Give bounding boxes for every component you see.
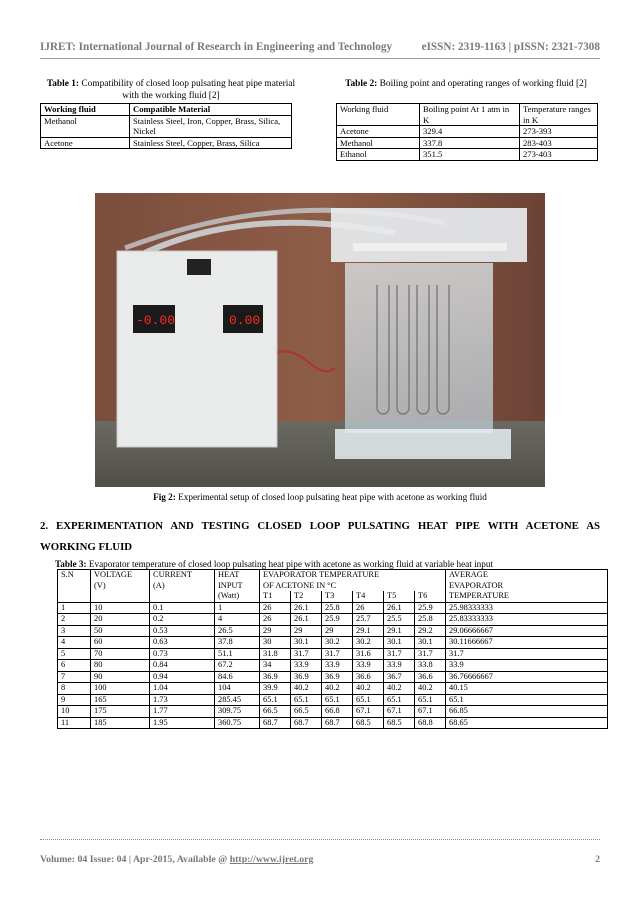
table-cell: 4 [58, 637, 91, 649]
voltage-header: VOLTAGE [94, 570, 133, 579]
table-cell: Methanol [337, 137, 420, 149]
table-row [41, 115, 292, 137]
table-cell: 0.53 [150, 625, 215, 637]
table-cell: 80 [91, 660, 150, 672]
table-row [58, 637, 608, 649]
table-cell: 1.77 [150, 706, 215, 718]
table-cell: 26 [353, 602, 384, 614]
table-cell: 337.8 [420, 137, 520, 149]
avg-header-2: EVAPORATOR [449, 580, 504, 590]
table-row [58, 614, 608, 626]
table-cell: 33.9 [353, 660, 384, 672]
table-cell: 25.8 [322, 602, 353, 614]
table-cell: 30.11666667 [446, 637, 608, 649]
table3-body [58, 602, 608, 729]
table-cell: 30 [260, 637, 291, 649]
table-cell: Ethanol [337, 149, 420, 161]
table-cell: 68.7 [291, 717, 322, 729]
heat-header-2: INPUT [218, 580, 243, 590]
table-cell: 33.9 [446, 660, 608, 672]
table2-header: Boiling point At 1 atm in K [420, 104, 520, 126]
table-row [337, 137, 598, 149]
table-cell: 1.73 [150, 694, 215, 706]
evap-header-2: OF ACETONE IN °C [263, 580, 337, 590]
table-cell: 1.95 [150, 717, 215, 729]
table-cell: 40.15 [446, 683, 608, 695]
table1-header: Working fluid [41, 104, 130, 116]
t-header: T6 [415, 591, 446, 602]
table3 [57, 569, 608, 729]
figure-caption-text: Experimental setup of closed loop pulsating heat pipe with acetone as working fluid [178, 492, 487, 502]
table-cell: 29.06666667 [446, 625, 608, 637]
table-cell: 30.1 [291, 637, 322, 649]
table3-header [91, 570, 150, 603]
table-cell: 25.83333333 [446, 614, 608, 626]
table1-header-row [41, 104, 292, 116]
table-cell: 36.9 [322, 671, 353, 683]
table-cell: 26 [260, 602, 291, 614]
table-cell: 10 [91, 602, 150, 614]
table-cell: 30.2 [322, 637, 353, 649]
table-cell: 65.1 [446, 694, 608, 706]
journal-name: IJRET: International Journal of Research in Engineering and Technology [40, 41, 393, 53]
table-cell: 30.1 [384, 637, 415, 649]
t-header: T1 [260, 591, 291, 602]
table-cell: 329.4 [420, 126, 520, 138]
table-row [58, 660, 608, 672]
table-cell: 67.1 [415, 706, 446, 718]
current-unit: (A) [153, 580, 165, 590]
table-row [58, 602, 608, 614]
table-cell: 39.9 [260, 683, 291, 695]
table-cell: 20 [91, 614, 150, 626]
table-cell: Acetone [41, 137, 130, 149]
table2-label: Table 2: [345, 79, 378, 89]
table-cell: 29.1 [353, 625, 384, 637]
table-cell: 90 [91, 671, 150, 683]
footer-text: Volume: 04 Issue: 04 | Apr-2015, Available @ [40, 854, 230, 865]
table-cell: 68.7 [322, 717, 353, 729]
figure-caption [40, 492, 600, 502]
table-cell: 67.1 [353, 706, 384, 718]
table-cell: 26.1 [291, 602, 322, 614]
table-cell: 65.1 [384, 694, 415, 706]
table-row [58, 717, 608, 729]
table1-label: Table 1: [46, 79, 80, 89]
table-cell: 273-393 [520, 126, 598, 138]
table-row [337, 126, 598, 138]
table3-header [215, 570, 260, 603]
table-cell: 68.5 [353, 717, 384, 729]
table-cell: 60 [91, 637, 150, 649]
table-cell: 104 [215, 683, 260, 695]
table-cell: 68.8 [415, 717, 446, 729]
table-cell: 1 [58, 602, 91, 614]
table-cell: 65.1 [260, 694, 291, 706]
table-cell: 3 [58, 625, 91, 637]
table-cell: 31.8 [260, 648, 291, 660]
table-cell: 67.1 [384, 706, 415, 718]
header-rule [40, 58, 600, 59]
section-heading: 2. EXPERIMENTATION AND TESTING CLOSED LOOP PULSATING HEAT PIPE WITH ACETONE AS WORKING FLUID [40, 520, 600, 553]
table-cell: 0.1 [150, 602, 215, 614]
table-cell: 31.7 [446, 648, 608, 660]
table-cell: 273-403 [520, 149, 598, 161]
table-cell: 36.7 [384, 671, 415, 683]
table-cell: 25.98333333 [446, 602, 608, 614]
table-cell: 29 [260, 625, 291, 637]
table3-caption [55, 559, 493, 569]
table-cell: 0.2 [150, 614, 215, 626]
table3-header: S.N [58, 570, 91, 603]
table-cell: 10 [58, 706, 91, 718]
table-row [58, 671, 608, 683]
table-cell: 26.5 [215, 625, 260, 637]
table-row [58, 694, 608, 706]
table-cell: 26.1 [384, 602, 415, 614]
t-header: T4 [353, 591, 384, 602]
table2-header-row [337, 104, 598, 126]
figure-label: Fig 2: [153, 492, 176, 502]
table-cell: 66.8 [322, 706, 353, 718]
table-cell: 360.75 [215, 717, 260, 729]
table-cell: 1.04 [150, 683, 215, 695]
table-cell: 8 [58, 683, 91, 695]
table-cell: 68.65 [446, 717, 608, 729]
table-cell: 30.2 [353, 637, 384, 649]
table-cell: 66.5 [260, 706, 291, 718]
table-cell: 30.1 [415, 637, 446, 649]
table-cell: 29.2 [415, 625, 446, 637]
table-cell: 65.1 [415, 694, 446, 706]
table-row [337, 149, 598, 161]
table-cell: 40.2 [353, 683, 384, 695]
table-cell: 37.8 [215, 637, 260, 649]
current-header: CURRENT [153, 570, 193, 579]
table-cell: 31.7 [291, 648, 322, 660]
t-header: T3 [322, 591, 353, 602]
table-cell: 40.2 [322, 683, 353, 695]
table-cell: 65.1 [322, 694, 353, 706]
table-cell: 33.9 [384, 660, 415, 672]
journal-link[interactable]: http://www.ijret.org [229, 854, 314, 865]
table2-caption-text: Boiling point and operating ranges of working fluid [2] [379, 79, 587, 89]
footer-volume [40, 854, 313, 865]
table-cell: 70 [91, 648, 150, 660]
table-cell: Methanol [41, 115, 130, 137]
table3-header [446, 570, 608, 603]
table-cell: 9 [58, 694, 91, 706]
table-cell: 0.84 [150, 660, 215, 672]
table-cell: 40.2 [384, 683, 415, 695]
table-cell: 29 [322, 625, 353, 637]
table-row [58, 648, 608, 660]
table-cell: 1 [215, 602, 260, 614]
table-cell: 36.6 [415, 671, 446, 683]
table-cell: 36.9 [260, 671, 291, 683]
table-cell: 6 [58, 660, 91, 672]
table-cell: 66.5 [291, 706, 322, 718]
table-cell: 0.73 [150, 648, 215, 660]
table-cell: 65.1 [291, 694, 322, 706]
evap-header-1: EVAPORATOR TEMPERATURE [263, 570, 380, 579]
page-number: 2 [595, 854, 600, 865]
table-cell: Stainless Steel, Iron, Copper, Brass, Silica, Nickel [130, 115, 292, 137]
table-cell: 40.2 [415, 683, 446, 695]
footer-rule [40, 839, 600, 840]
avg-header-3: TEMPERATURE [449, 591, 510, 600]
table-cell: 0.94 [150, 671, 215, 683]
table-cell: 165 [91, 694, 150, 706]
table-cell: Stainless Steel, Copper, Brass, Silica [130, 137, 292, 149]
table-cell: 351.5 [420, 149, 520, 161]
table-row [58, 706, 608, 718]
table-cell: 51.1 [215, 648, 260, 660]
experimental-setup-photo [95, 193, 545, 487]
right-display-readout: 0.00 [229, 313, 261, 328]
avg-header-1: AVERAGE [449, 570, 488, 579]
table-cell: 7 [58, 671, 91, 683]
table3-header [260, 570, 446, 592]
table-cell: 25.5 [384, 614, 415, 626]
table-row [58, 683, 608, 695]
table-cell: 283-403 [520, 137, 598, 149]
table-cell: 33.9 [291, 660, 322, 672]
table-cell: 68.7 [260, 717, 291, 729]
table-cell: 25.8 [415, 614, 446, 626]
heat-header-3: (Watt) [218, 591, 240, 600]
table-cell: 36.6 [353, 671, 384, 683]
table1-caption-text: Compatibility of closed loop pulsating heat pipe material with the working fluid [2] [81, 79, 296, 101]
table-cell: 11 [58, 717, 91, 729]
table1-caption [40, 79, 302, 102]
table3-label: Table 3: [55, 559, 87, 569]
t-header: T5 [384, 591, 415, 602]
table-cell: 0.63 [150, 637, 215, 649]
table-cell: 65.1 [353, 694, 384, 706]
table1 [40, 103, 292, 149]
table-cell: 31.7 [322, 648, 353, 660]
table-cell: 84.6 [215, 671, 260, 683]
table-cell: 25.9 [415, 602, 446, 614]
table-cell: 36.9 [291, 671, 322, 683]
table-cell: 33.8 [415, 660, 446, 672]
table-cell: 285.45 [215, 694, 260, 706]
table-cell: 31.6 [353, 648, 384, 660]
left-display-readout: -0.00 [136, 313, 176, 328]
heat-header-1: HEAT [218, 570, 240, 579]
table-cell: 33.9 [322, 660, 353, 672]
table1-header: Compatible Material [130, 104, 292, 116]
table-cell: Acetone [337, 126, 420, 138]
t-header: T2 [291, 591, 322, 602]
table-cell: 29 [291, 625, 322, 637]
table-cell: 185 [91, 717, 150, 729]
table-row [58, 625, 608, 637]
table-cell: 25.9 [322, 614, 353, 626]
issn: eISSN: 2319-1163 | pISSN: 2321-7308 [421, 41, 600, 53]
table2-header: Working fluid [337, 104, 420, 126]
table-cell: 66.85 [446, 706, 608, 718]
table-cell: 5 [58, 648, 91, 660]
table-row [41, 137, 292, 149]
table-cell: 309.75 [215, 706, 260, 718]
table-cell: 50 [91, 625, 150, 637]
table3-header-row [58, 570, 608, 592]
table-cell: 4 [215, 614, 260, 626]
table-cell: 36.76666667 [446, 671, 608, 683]
table-cell: 31.7 [384, 648, 415, 660]
table-cell: 68.5 [384, 717, 415, 729]
table2-caption [336, 79, 596, 91]
table-cell: 26 [260, 614, 291, 626]
table-cell: 34 [260, 660, 291, 672]
table-cell: 25.7 [353, 614, 384, 626]
table-cell: 31.7 [415, 648, 446, 660]
table-cell: 29.1 [384, 625, 415, 637]
table3-header [150, 570, 215, 603]
table-cell: 100 [91, 683, 150, 695]
table-cell: 26.1 [291, 614, 322, 626]
table3-caption-text: Evaporator temperature of closed loop pulsating heat pipe with acetone as working fluid at variable heat input [88, 559, 493, 569]
table-cell: 40.2 [291, 683, 322, 695]
table-cell: 2 [58, 614, 91, 626]
table-cell: 175 [91, 706, 150, 718]
table-cell: 67.2 [215, 660, 260, 672]
running-header [40, 41, 600, 55]
table2 [336, 103, 598, 161]
table2-header: Temperature ranges in K [520, 104, 598, 126]
voltage-unit: (V) [94, 580, 106, 590]
setup-illustration [95, 193, 545, 487]
